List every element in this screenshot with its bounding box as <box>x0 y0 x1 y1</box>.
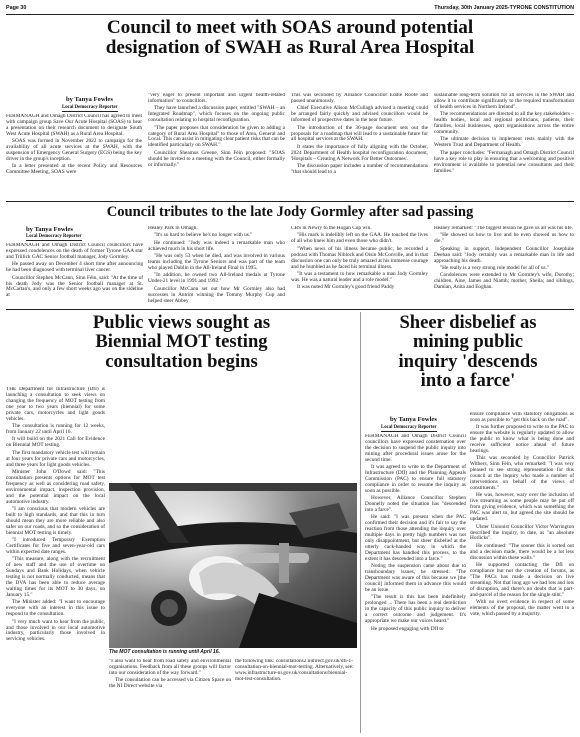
page-number: Page 30 <box>6 5 27 11</box>
story2-c4-p4: "He really is a very strong role model for all of us." <box>440 265 550 272</box>
story2-c2-p5: "In addition, he owned two All-Ireland medals at Tyrone Under-21 level in 1991 and 1992." <box>148 272 285 285</box>
story4-column-2 <box>470 412 574 733</box>
story4-headline <box>362 313 574 390</box>
story1-headline <box>8 18 572 58</box>
story4-column-1 <box>365 434 466 733</box>
story3-c1-p6: "I am conscious that modern vehicles are built to high standards, and that this in turn should mean they are more reliable and also safer on our roads, and so the consideration of biennial MOT testing is timely. <box>6 506 105 536</box>
story3-c2-p2: The consultation can be accessed via Citizen Space on the NI Direct website via <box>109 677 231 690</box>
story3-c1-p5: Minister John O'Dowd said: "This consultation presents options for MOT test frequency as well as considering road safety, environmental impact, inspection provision, and the potential impact on the local automotive industry. <box>6 468 105 505</box>
story1-c2-p1: "very eager to present important and urgent health-related information" to councillors. <box>148 93 285 104</box>
story1-column-2 <box>148 93 285 198</box>
story4-c1-p2: It was agreed to write to the Department of Infrastructure (DfI) and the Planning Appeals Commission (PAC) to ensure full statutory compliance in order to resume the inquiry as soon as possible. <box>365 464 466 494</box>
story2-c2-p2: "It's so hard to believe he's no longer with us." <box>154 232 253 239</box>
story3-column-2 <box>109 659 231 733</box>
story1-c1-p1: FERMANAGH and Omagh District Council has agreed to meet with campaign group Save Our Acute Hospital (SOAS) to hear a presentation on their research document to designate South West Acute Hospital (SWAH) as a Rural Area Hospital. <box>6 114 142 137</box>
story3-column-3 <box>235 659 357 733</box>
story1-c4-p3: The ultimate decision to implement rests mainly with the Western Trust and Department of Health. <box>434 136 574 149</box>
story4-c2-p8: With no overt evidence in respect of some elements of the proposal, the matter went to a vote, which passed by a majority. <box>470 599 574 617</box>
story3-headline-line1: Public views sought as <box>92 312 271 333</box>
story1-c3-p4: It states the importance of fully aligning with the October, 2024 Department of Health hospital reconfiguration document, 'Hospitals – Creating A Network For Better Outcomes'. <box>291 143 428 162</box>
story3-c1-p9: The Minister added: "I want to encourage everyone with an interest in this issue to respond to the consultation. <box>6 599 105 618</box>
story3-headline <box>8 313 355 371</box>
mot-testing-photo <box>109 483 357 648</box>
story1-column-4 <box>434 93 574 198</box>
story4-c2-p5: Ulster Unionist Councillor Victor Warrington described the inquiry, to date, as "an absolute Horlicks". <box>470 523 574 542</box>
story1-c4-p4: The paper concludes: "Fermanagh and Omagh District Council have a key role to play in ensuring that a welcoming and positive environment is available to potential new consultants and their families." <box>434 149 574 174</box>
story2-c3-p1: CBS in Newry to the Hogan Cup win. <box>291 226 372 231</box>
story3-column-1 <box>6 387 105 733</box>
story1-c1-p2: SOAS was formed in November 2022 to campaign for the availability of all acute services at the SWAH, with the suspension of Emergency General Surgery (EGS) being the key driver in the group's inception. <box>6 138 142 162</box>
story1-c2-p2: They have launched a discussion paper, entitled "SWAH – an Integrated Roadmap", which focuses on the ongoing public consultation relating to hospital reconfiguration. <box>148 105 285 124</box>
story4-c1-p3: However, Alliance Councillor Stephen Donnelly noted the situation has "descended into a farce". <box>365 495 466 514</box>
story1-c1-p3: In a letter presented at the recent Policy and Resources Committee Meeting, SOAS were <box>6 163 142 176</box>
story4-c2-p3: This was seconded by Councillor Patrick Withers, Sinn Féin, who remarked: "I was very pleased to see strong representation for this council at the inquiry who made a number of interventions on behalf of the views of constituents." <box>470 455 574 492</box>
story2-c3-p2: "His mark is indelibly left on the GAA. He touched the lives of all who knew him and even those who didn't. <box>291 232 428 245</box>
story2-c4-p1: Heaney remarked: "The biggest lesson he gave us all was his life. <box>434 226 573 231</box>
story4-byline-role: Local Democracy Reporter <box>381 425 437 430</box>
story3-c1-p10: "I very much want to hear from the public, and those involved in our local automotive industry, particularly those involved in servicing vehicles. <box>6 618 105 643</box>
story2-c1-p2: He passed away on December 4 short time after announcing he had been diagnosed with terminal liver cancer. <box>6 261 143 274</box>
story4-c2-p7: He supported contacting the DfI on compliance but not the creation of forums, as "The PACs has made a decision on live streaming. Not that long ago we had lots and lots of disruption, and there's no doubt that is part-and-parcel of the reason for the single stint." <box>470 562 574 598</box>
story2-column-3 <box>291 226 428 306</box>
story1-headline-line1: Council to meet with SOAS around potential <box>106 17 474 38</box>
story3-c1-p1: THE Department for Infrastructure (DfI) is launching a consultation to seek views on changing the frequency of MOT testing from one year to two years (biennial) for some private cars, motorcycles and light goods vehicles. <box>6 387 105 422</box>
story3-c1-p8: "This measure, along with the recruitment of new staff and the use of overtime on Sundays and Bank Holidays, when vehicle testing is not normally conducted, means that the DVA has been able to reduce average waiting times for its MOT to 30 days, on January 15." <box>6 556 105 598</box>
story4-headline-line1: Sheer disbelief as <box>399 312 537 333</box>
story2-byline-role: Local Democracy Reporter <box>26 234 82 239</box>
story4-c2-p4: He was, however, wary over the inclusion of live streaming as some people may be put off from giving evidence, which was something the PAC was alert to, but agreed the site should be updated. <box>470 492 574 523</box>
story2-byline: by Tanya Fowles <box>26 226 73 233</box>
story1-c3-p1: This was seconded by Alliance Councillor Eddie Roofe and passed unanimously. <box>291 93 428 104</box>
photo-caption: The MOT consultation is running until April 16. <box>109 649 220 655</box>
story4-c1-p6: "The result is this has been indefinitely prolonged ... There has been a real dereliction in the capacity of this public inquiry to deliver a correct outcome and judgement. It's appropriate we make our voices heard." <box>365 594 466 625</box>
story3-headline-line2: Biennial MOT testing <box>95 331 268 353</box>
story4-c1-p7: He proposed engaging with DfI to <box>371 625 444 632</box>
story1-c2-p3: "The paper proposes that consideration be given to adding a category of Rural Area Hospital" to those of Area, General and Local. This can assist in mitigating clear patient risks that can be identified particularly on SWAH." <box>148 124 285 149</box>
story2-c4-p2: "He showed us how to live and he even showed us how to die." <box>434 232 574 245</box>
story2-c4-p3: Speaking in support, Independent Councillor Josephine Deehan said: "Jody certainly was a remarkable man in life and approaching his death. <box>434 245 574 264</box>
story1-c4-p1: sustainable long-term solution for all services in the SWAH and allow it to contribute significantly to the required transformation of health services in Northern Ireland". <box>434 93 574 110</box>
page-header <box>6 3 574 13</box>
story1-c3-p5: The discussion paper includes a number of recommendations "that should lead to a <box>291 163 428 176</box>
story1-c3-p3: The introduction of the 36-page document sets out the proposals for a roadmap that will lead to a sustainable future for all hospital services at the SWAH. <box>291 124 428 143</box>
story3-c1-p7: "I introduced Temporary Exemption Certificates for five and seven-year-old cars within expected date ranges. <box>6 537 105 555</box>
story2-bottom-rule <box>6 309 574 310</box>
story2-column-2 <box>148 226 285 306</box>
story2-column-4 <box>434 226 574 306</box>
story3-headline-line3: consultation begins <box>105 350 258 372</box>
story4-c2-p2: It was further proposed to write to the PAC to ensure the website is regularly updated to allow the public to know what is being done and receive sufficient notice ahead of future hearings. <box>470 424 574 455</box>
story3-c3-p1: the following link: consultations2.nidirect.gov.uk/dfi-1-consultation-on-biennial-mot-testing. Alternatively, see: www.infrastructure-ni.gov.uk/consultations/biennial-mot-test-consultation. <box>235 659 354 682</box>
story4-c1-p1: FERMANAGH and Omagh District Council councillors have expressed consternation over the decision to suspend the public inquiry into mining after procedural issues arose for the second time. <box>365 434 466 463</box>
story1-c3-p2: Chief Executive Alison McCullagh advised a meeting could be arranged fairly quickly and advised councillors would be informed of prospective dates in the near future. <box>291 105 428 124</box>
story2-c3-p5: It was noted Mr Gormley's good friend Paddy <box>297 284 395 291</box>
story1-c2-p4: Councillor Sheamus Greene, Sinn Féin proposed: "SOAS should be invited to a meeting with the Council, either formally or informally." <box>148 149 285 168</box>
story1-column-3 <box>291 93 428 198</box>
story2-column-1 <box>6 243 143 306</box>
story4-headline-line2: mining public <box>412 331 524 353</box>
date-line: Thursday, 30th January 2025-TYRONE CONSTITUTION <box>434 5 574 11</box>
story1-byline: by Tanya Fowles <box>66 96 113 103</box>
story3-c2-p1: "I also want to hear from road safety and environmental organisations. Feedback from all these groups will factor into our consideration of the way forward." <box>109 659 231 676</box>
story2-c3-p4: "It was a testament to how remarkable a man Jody Gormley was. He was a natural leader and a role model." <box>291 270 428 283</box>
story2-c2-p4: "He was only 53 when he died, and was involved in various teams including the Tyrone Seniors and was part of the team who played Dublin in the All-Ireland Final in 1995. <box>148 253 285 272</box>
story1-c4-p2: The recommendations are directed to all the key stakeholders – health bodies, local and regional politicians, patients, their families, local businesses, sport organisations across the entire community. <box>434 111 574 136</box>
story2-c4-p5: Condolences were extended to Mr Gormley's wife, Dorothy; children, Aine, James and Niamh; mother, Sheila; and siblings, Damian, Anita and Eoghan. <box>434 272 574 291</box>
story1-bottom-rule <box>6 201 574 202</box>
story4-c2-p1: ensure compliance with statutory obligations as soon as possible to "get this back on the road". <box>470 412 574 423</box>
story2-c1-p1: FERMANAGH and Omagh District Council councillors have expressed condolences on the death of former Tyrone GAA star and Trillick GAC Senior football manager, Jody Gormley. <box>6 243 143 260</box>
story4-headline-line4: into a farce' <box>420 369 516 391</box>
story1-headline-line2: designation of SWAH as Rural Area Hospital <box>105 36 475 58</box>
story2-c2-p1: Healey Park in Omagh. <box>148 226 198 231</box>
story-divider <box>360 312 361 733</box>
story2-c2-p6: Councillor McCann set out how Mr Gormley also had successes in Antrim winning the Tommy Murphy Cup and helped steer Abbey <box>148 285 285 304</box>
story1-byline-role: Local Democracy Reporter <box>62 105 118 110</box>
story4-c1-p5: Noting the suspension came about due to transboundary issues, he stressed: "The Department was aware of this because we [the council] informed them in advance this would be an issue. <box>365 563 466 594</box>
story2-c1-p3: Councillor Stephen McCann, Sinn Féin, said: "At the time of his death Jody was the Senior football manager at St. McCartan's, and only a few short weeks ago was on the sideline at <box>6 274 143 299</box>
story1-column-1 <box>6 114 142 198</box>
mot-photo-illustration <box>109 483 357 648</box>
story2-c2-p3: He continued: "Jody was indeed a remarkable man who achieved much in his short life. <box>148 239 285 252</box>
story2-headline: Council tributes to the late Jody Gormley after sad passing <box>106 204 474 220</box>
header-rule <box>6 14 574 15</box>
story4-c2-p6: He continued: "The sooner this is sorted out and a decision made, there would be a lot less discussion within these walls." <box>470 542 574 561</box>
story3-c1-p4: The first mandatory vehicle test will remain at four years for private cars and motorcycles, and three years for light goods vehicles. <box>6 449 105 468</box>
story3-c1-p3: It will build on the 2021 Call for Evidence on Biennial MOT testing. <box>6 436 105 449</box>
story4-headline-line3: inquiry 'descends <box>398 350 538 372</box>
story2-c3-p3: "When news of his illness became public, he recorded a podcast with Thomas Niblock and Oisin McConville, and in that discussion one can only be truly amazed at his immense courage and he humbled as he faced his terminal illness. <box>291 245 428 270</box>
story4-byline: by Tanya Fowles <box>390 416 437 423</box>
story4-c1-p4: He said: "I was present when the PAC confirmed their decision and it's fair to say the reaction from those attending the inquiry over multiple days in pretty high numbers was not only disappointment, but sheer disbelief at the utterly cack-handed way in which the Department has handled this process, to the extent it has descended into a farce." <box>365 514 466 562</box>
story3-c1-p2: The consultation is running for 12 weeks, from January 22 until April 16. <box>6 423 105 435</box>
